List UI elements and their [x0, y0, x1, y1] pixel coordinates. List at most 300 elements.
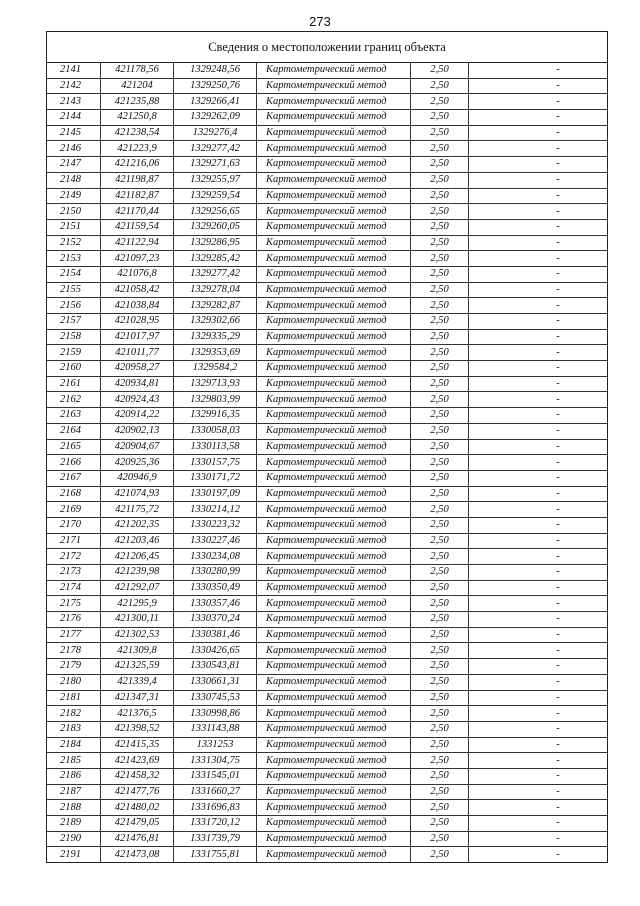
accuracy-cell: 2,50: [411, 125, 469, 141]
description-cell: -: [469, 674, 608, 690]
method-cell: Картометрический метод: [257, 674, 411, 690]
y-coordinate-cell: 1330543,81: [174, 659, 257, 675]
y-coordinate-cell: 1329302,66: [174, 314, 257, 330]
point-number-cell: 2176: [47, 612, 101, 628]
x-coordinate-cell: 421038,84: [101, 298, 174, 314]
method-cell: Картометрический метод: [257, 612, 411, 628]
method-cell: Картометрический метод: [257, 502, 411, 518]
method-cell: Картометрический метод: [257, 188, 411, 204]
description-cell: -: [469, 235, 608, 251]
x-coordinate-cell: 421325,59: [101, 659, 174, 675]
method-cell: Картометрический метод: [257, 486, 411, 502]
accuracy-cell: 2,50: [411, 565, 469, 581]
point-number-cell: 2160: [47, 361, 101, 377]
description-cell: -: [469, 643, 608, 659]
y-coordinate-cell: 1329250,76: [174, 78, 257, 94]
x-coordinate-cell: 421239,98: [101, 565, 174, 581]
accuracy-cell: 2,50: [411, 266, 469, 282]
table-row: [47, 345, 607, 361]
y-coordinate-cell: 1329259,54: [174, 188, 257, 204]
point-number-cell: 2172: [47, 549, 101, 565]
x-coordinate-cell: 421423,69: [101, 753, 174, 769]
description-cell: -: [469, 659, 608, 675]
accuracy-cell: 2,50: [411, 235, 469, 251]
accuracy-cell: 2,50: [411, 110, 469, 126]
point-number-cell: 2191: [47, 847, 101, 862]
y-coordinate-cell: 1329803,99: [174, 392, 257, 408]
point-number-cell: 2171: [47, 533, 101, 549]
y-coordinate-cell: 1329282,87: [174, 298, 257, 314]
table-row: [47, 408, 607, 424]
y-coordinate-cell: 1330197,09: [174, 486, 257, 502]
y-coordinate-cell: 1330350,49: [174, 580, 257, 596]
accuracy-cell: 2,50: [411, 659, 469, 675]
description-cell: -: [469, 314, 608, 330]
table-row: [47, 376, 607, 392]
table-row: [47, 768, 607, 784]
accuracy-cell: 2,50: [411, 94, 469, 110]
y-coordinate-cell: 1330214,12: [174, 502, 257, 518]
accuracy-cell: 2,50: [411, 627, 469, 643]
method-cell: Картометрический метод: [257, 816, 411, 832]
point-number-cell: 2145: [47, 125, 101, 141]
method-cell: Картометрический метод: [257, 706, 411, 722]
x-coordinate-cell: 421170,44: [101, 204, 174, 220]
method-cell: Картометрический метод: [257, 314, 411, 330]
x-coordinate-cell: 421477,76: [101, 784, 174, 800]
method-cell: Картометрический метод: [257, 157, 411, 173]
table-row: [47, 470, 607, 486]
description-cell: -: [469, 251, 608, 267]
method-cell: Картометрический метод: [257, 737, 411, 753]
y-coordinate-cell: 1329277,42: [174, 266, 257, 282]
description-cell: -: [469, 784, 608, 800]
table-row: [47, 392, 607, 408]
accuracy-cell: 2,50: [411, 298, 469, 314]
description-cell: -: [469, 690, 608, 706]
point-number-cell: 2164: [47, 423, 101, 439]
point-number-cell: 2162: [47, 392, 101, 408]
point-number-cell: 2178: [47, 643, 101, 659]
accuracy-cell: 2,50: [411, 251, 469, 267]
description-cell: -: [469, 831, 608, 847]
x-coordinate-cell: 421300,11: [101, 612, 174, 628]
x-coordinate-cell: 421292,07: [101, 580, 174, 596]
point-number-cell: 2188: [47, 800, 101, 816]
description-cell: -: [469, 737, 608, 753]
method-cell: Картометрический метод: [257, 627, 411, 643]
x-coordinate-cell: 421182,87: [101, 188, 174, 204]
description-cell: -: [469, 329, 608, 345]
table-row: [47, 219, 607, 235]
table-row: [47, 329, 607, 345]
point-number-cell: 2180: [47, 674, 101, 690]
method-cell: Картометрический метод: [257, 408, 411, 424]
point-number-cell: 2166: [47, 455, 101, 471]
point-number-cell: 2150: [47, 204, 101, 220]
description-cell: -: [469, 392, 608, 408]
y-coordinate-cell: 1330381,46: [174, 627, 257, 643]
point-number-cell: 2182: [47, 706, 101, 722]
table-row: [47, 63, 607, 78]
point-number-cell: 2159: [47, 345, 101, 361]
description-cell: -: [469, 455, 608, 471]
method-cell: Картометрический метод: [257, 721, 411, 737]
accuracy-cell: 2,50: [411, 800, 469, 816]
y-coordinate-cell: 1330998,86: [174, 706, 257, 722]
method-cell: Картометрический метод: [257, 235, 411, 251]
y-coordinate-cell: 1329248,56: [174, 63, 257, 78]
point-number-cell: 2158: [47, 329, 101, 345]
table-row: [47, 784, 607, 800]
table-row: [47, 816, 607, 832]
accuracy-cell: 2,50: [411, 690, 469, 706]
y-coordinate-cell: 1330227,46: [174, 533, 257, 549]
x-coordinate-cell: 421223,9: [101, 141, 174, 157]
method-cell: Картометрический метод: [257, 110, 411, 126]
description-cell: -: [469, 408, 608, 424]
table-row: [47, 706, 607, 722]
point-number-cell: 2186: [47, 768, 101, 784]
method-cell: Картометрический метод: [257, 141, 411, 157]
x-coordinate-cell: 420924,43: [101, 392, 174, 408]
y-coordinate-cell: 1329276,4: [174, 125, 257, 141]
x-coordinate-cell: 421198,87: [101, 172, 174, 188]
method-cell: Картометрический метод: [257, 282, 411, 298]
x-coordinate-cell: 420946,9: [101, 470, 174, 486]
point-number-cell: 2179: [47, 659, 101, 675]
method-cell: Картометрический метод: [257, 78, 411, 94]
description-cell: -: [469, 78, 608, 94]
table-row: [47, 172, 607, 188]
method-cell: Картометрический метод: [257, 94, 411, 110]
point-number-cell: 2190: [47, 831, 101, 847]
description-cell: -: [469, 847, 608, 862]
accuracy-cell: 2,50: [411, 596, 469, 612]
accuracy-cell: 2,50: [411, 423, 469, 439]
point-number-cell: 2175: [47, 596, 101, 612]
point-number-cell: 2153: [47, 251, 101, 267]
description-cell: -: [469, 298, 608, 314]
y-coordinate-cell: 1329271,63: [174, 157, 257, 173]
x-coordinate-cell: 421476,81: [101, 831, 174, 847]
x-coordinate-cell: 420914,22: [101, 408, 174, 424]
point-number-cell: 2148: [47, 172, 101, 188]
description-cell: -: [469, 721, 608, 737]
accuracy-cell: 2,50: [411, 188, 469, 204]
accuracy-cell: 2,50: [411, 282, 469, 298]
description-cell: -: [469, 376, 608, 392]
accuracy-cell: 2,50: [411, 455, 469, 471]
method-cell: Картометрический метод: [257, 831, 411, 847]
table-row: [47, 157, 607, 173]
table-row: [47, 266, 607, 282]
y-coordinate-cell: 1330370,24: [174, 612, 257, 628]
description-cell: -: [469, 157, 608, 173]
description-cell: -: [469, 486, 608, 502]
method-cell: Картометрический метод: [257, 329, 411, 345]
description-cell: -: [469, 580, 608, 596]
y-coordinate-cell: 1330745,53: [174, 690, 257, 706]
accuracy-cell: 2,50: [411, 63, 469, 78]
point-number-cell: 2149: [47, 188, 101, 204]
y-coordinate-cell: 1330157,75: [174, 455, 257, 471]
x-coordinate-cell: 421295,9: [101, 596, 174, 612]
accuracy-cell: 2,50: [411, 643, 469, 659]
description-cell: -: [469, 753, 608, 769]
point-number-cell: 2169: [47, 502, 101, 518]
point-number-cell: 2142: [47, 78, 101, 94]
method-cell: Картометрический метод: [257, 847, 411, 862]
y-coordinate-cell: 1329278,04: [174, 282, 257, 298]
table-row: [47, 753, 607, 769]
method-cell: Картометрический метод: [257, 455, 411, 471]
table-row: [47, 235, 607, 251]
x-coordinate-cell: 421159,54: [101, 219, 174, 235]
method-cell: Картометрический метод: [257, 376, 411, 392]
y-coordinate-cell: 1329584,2: [174, 361, 257, 377]
x-coordinate-cell: 421473,08: [101, 847, 174, 862]
y-coordinate-cell: 1330280,99: [174, 565, 257, 581]
coordinates-table: [47, 63, 607, 862]
y-coordinate-cell: 1329916,35: [174, 408, 257, 424]
table-row: [47, 502, 607, 518]
point-number-cell: 2177: [47, 627, 101, 643]
point-number-cell: 2189: [47, 816, 101, 832]
method-cell: Картометрический метод: [257, 298, 411, 314]
point-number-cell: 2152: [47, 235, 101, 251]
method-cell: Картометрический метод: [257, 768, 411, 784]
y-coordinate-cell: 1330661,31: [174, 674, 257, 690]
accuracy-cell: 2,50: [411, 784, 469, 800]
accuracy-cell: 2,50: [411, 831, 469, 847]
table-row: [47, 455, 607, 471]
method-cell: Картометрический метод: [257, 784, 411, 800]
description-cell: -: [469, 596, 608, 612]
table-row: [47, 423, 607, 439]
y-coordinate-cell: 1331755,81: [174, 847, 257, 862]
table-row: [47, 204, 607, 220]
y-coordinate-cell: 1330113,58: [174, 439, 257, 455]
accuracy-cell: 2,50: [411, 470, 469, 486]
description-cell: -: [469, 110, 608, 126]
method-cell: Картометрический метод: [257, 800, 411, 816]
table-row: [47, 533, 607, 549]
y-coordinate-cell: 1329256,65: [174, 204, 257, 220]
method-cell: Картометрический метод: [257, 251, 411, 267]
accuracy-cell: 2,50: [411, 517, 469, 533]
table-row: [47, 737, 607, 753]
x-coordinate-cell: 421458,32: [101, 768, 174, 784]
description-cell: -: [469, 204, 608, 220]
point-number-cell: 2187: [47, 784, 101, 800]
accuracy-cell: 2,50: [411, 753, 469, 769]
x-coordinate-cell: 421175,72: [101, 502, 174, 518]
x-coordinate-cell: 421203,46: [101, 533, 174, 549]
description-cell: -: [469, 816, 608, 832]
point-number-cell: 2174: [47, 580, 101, 596]
y-coordinate-cell: 1330171,72: [174, 470, 257, 486]
method-cell: Картометрический метод: [257, 659, 411, 675]
table-row: [47, 565, 607, 581]
x-coordinate-cell: 421480,02: [101, 800, 174, 816]
page-number: 273: [309, 14, 331, 29]
table-title: Сведения о местоположении границ объекта: [47, 32, 607, 63]
x-coordinate-cell: 421302,53: [101, 627, 174, 643]
x-coordinate-cell: 421122,94: [101, 235, 174, 251]
point-number-cell: 2165: [47, 439, 101, 455]
description-cell: -: [469, 439, 608, 455]
method-cell: Картометрический метод: [257, 63, 411, 78]
description-cell: -: [469, 141, 608, 157]
y-coordinate-cell: 1330234,08: [174, 549, 257, 565]
method-cell: Картометрический метод: [257, 392, 411, 408]
y-coordinate-cell: 1331720,12: [174, 816, 257, 832]
point-number-cell: 2144: [47, 110, 101, 126]
accuracy-cell: 2,50: [411, 502, 469, 518]
y-coordinate-cell: 1329277,42: [174, 141, 257, 157]
table-row: [47, 141, 607, 157]
y-coordinate-cell: 1331545,01: [174, 768, 257, 784]
table-row: [47, 674, 607, 690]
x-coordinate-cell: 421202,35: [101, 517, 174, 533]
x-coordinate-cell: 421204: [101, 78, 174, 94]
point-number-cell: 2157: [47, 314, 101, 330]
method-cell: Картометрический метод: [257, 345, 411, 361]
y-coordinate-cell: 1330357,46: [174, 596, 257, 612]
point-number-cell: 2170: [47, 517, 101, 533]
description-cell: -: [469, 125, 608, 141]
point-number-cell: 2143: [47, 94, 101, 110]
x-coordinate-cell: 421347,31: [101, 690, 174, 706]
y-coordinate-cell: 1330426,65: [174, 643, 257, 659]
x-coordinate-cell: 421206,45: [101, 549, 174, 565]
y-coordinate-cell: 1329255,97: [174, 172, 257, 188]
point-number-cell: 2183: [47, 721, 101, 737]
description-cell: -: [469, 533, 608, 549]
accuracy-cell: 2,50: [411, 816, 469, 832]
accuracy-cell: 2,50: [411, 329, 469, 345]
point-number-cell: 2147: [47, 157, 101, 173]
accuracy-cell: 2,50: [411, 580, 469, 596]
description-cell: -: [469, 63, 608, 78]
x-coordinate-cell: 420902,13: [101, 423, 174, 439]
accuracy-cell: 2,50: [411, 706, 469, 722]
description-cell: -: [469, 361, 608, 377]
accuracy-cell: 2,50: [411, 549, 469, 565]
description-cell: -: [469, 470, 608, 486]
y-coordinate-cell: 1331304,75: [174, 753, 257, 769]
x-coordinate-cell: 421097,23: [101, 251, 174, 267]
accuracy-cell: 2,50: [411, 612, 469, 628]
table-row: [47, 251, 607, 267]
y-coordinate-cell: 1329260,05: [174, 219, 257, 235]
x-coordinate-cell: 421479,05: [101, 816, 174, 832]
table-row: [47, 298, 607, 314]
table-row: [47, 612, 607, 628]
y-coordinate-cell: 1331739,79: [174, 831, 257, 847]
table-row: [47, 800, 607, 816]
method-cell: Картометрический метод: [257, 690, 411, 706]
accuracy-cell: 2,50: [411, 768, 469, 784]
x-coordinate-cell: 421309,8: [101, 643, 174, 659]
accuracy-cell: 2,50: [411, 376, 469, 392]
x-coordinate-cell: 421011,77: [101, 345, 174, 361]
point-number-cell: 2168: [47, 486, 101, 502]
x-coordinate-cell: 421028,95: [101, 314, 174, 330]
method-cell: Картометрический метод: [257, 517, 411, 533]
x-coordinate-cell: 421017,97: [101, 329, 174, 345]
table-row: [47, 361, 607, 377]
description-cell: -: [469, 172, 608, 188]
x-coordinate-cell: 420925,36: [101, 455, 174, 471]
y-coordinate-cell: 1329262,09: [174, 110, 257, 126]
accuracy-cell: 2,50: [411, 219, 469, 235]
description-cell: -: [469, 345, 608, 361]
accuracy-cell: 2,50: [411, 345, 469, 361]
table-row: [47, 188, 607, 204]
table-row: [47, 659, 607, 675]
table-row: [47, 439, 607, 455]
y-coordinate-cell: 1331660,27: [174, 784, 257, 800]
description-cell: -: [469, 768, 608, 784]
y-coordinate-cell: 1331253: [174, 737, 257, 753]
point-number-cell: 2185: [47, 753, 101, 769]
point-number-cell: 2151: [47, 219, 101, 235]
method-cell: Картометрический метод: [257, 125, 411, 141]
table-row: [47, 721, 607, 737]
y-coordinate-cell: 1329286,95: [174, 235, 257, 251]
point-number-cell: 2156: [47, 298, 101, 314]
method-cell: Картометрический метод: [257, 219, 411, 235]
accuracy-cell: 2,50: [411, 141, 469, 157]
table-row: [47, 110, 607, 126]
method-cell: Картометрический метод: [257, 204, 411, 220]
description-cell: -: [469, 612, 608, 628]
method-cell: Картометрический метод: [257, 549, 411, 565]
method-cell: Картометрический метод: [257, 470, 411, 486]
x-coordinate-cell: 421235,88: [101, 94, 174, 110]
accuracy-cell: 2,50: [411, 392, 469, 408]
description-cell: -: [469, 282, 608, 298]
accuracy-cell: 2,50: [411, 157, 469, 173]
x-coordinate-cell: 421250,8: [101, 110, 174, 126]
y-coordinate-cell: 1329335,29: [174, 329, 257, 345]
description-cell: -: [469, 800, 608, 816]
point-number-cell: 2141: [47, 63, 101, 78]
y-coordinate-cell: 1329266,41: [174, 94, 257, 110]
description-cell: -: [469, 517, 608, 533]
point-number-cell: 2161: [47, 376, 101, 392]
y-coordinate-cell: 1330058,03: [174, 423, 257, 439]
accuracy-cell: 2,50: [411, 408, 469, 424]
description-cell: -: [469, 565, 608, 581]
method-cell: Картометрический метод: [257, 643, 411, 659]
method-cell: Картометрический метод: [257, 266, 411, 282]
accuracy-cell: 2,50: [411, 204, 469, 220]
x-coordinate-cell: 420904,67: [101, 439, 174, 455]
point-number-cell: 2184: [47, 737, 101, 753]
table-row: [47, 94, 607, 110]
method-cell: Картометрический метод: [257, 580, 411, 596]
y-coordinate-cell: 1330223,32: [174, 517, 257, 533]
x-coordinate-cell: 421398,52: [101, 721, 174, 737]
table-row: [47, 847, 607, 862]
table-row: [47, 486, 607, 502]
accuracy-cell: 2,50: [411, 674, 469, 690]
accuracy-cell: 2,50: [411, 737, 469, 753]
x-coordinate-cell: 421415,35: [101, 737, 174, 753]
